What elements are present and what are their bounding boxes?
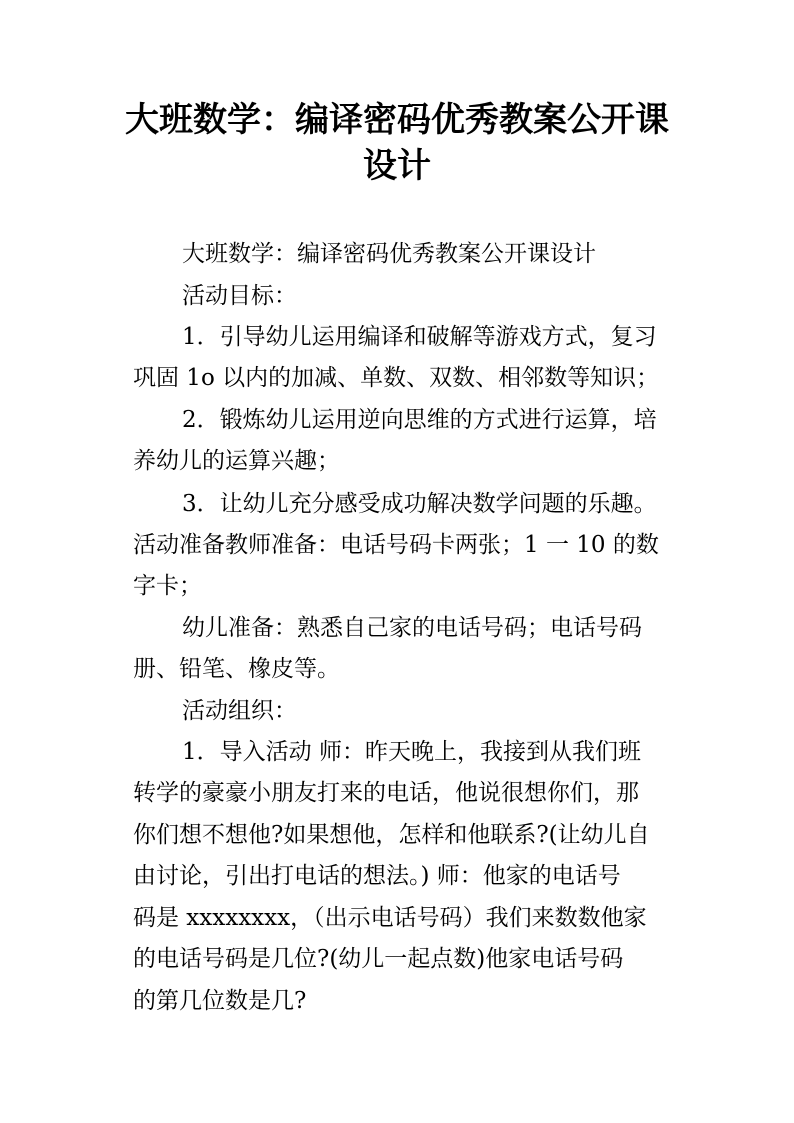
body-line-intro-b: 转学的豪豪小朋友打来的电话，他说很想你们，那: [133, 780, 639, 806]
document-title-line-2: 设计: [363, 146, 431, 186]
body-line-objective-1a: 1．引导幼儿运用编译和破解等游戏方式，复习: [182, 324, 657, 350]
body-line-teacher-prep-a: 活动准备教师准备：电话号码卡两张；1 一 10 的数: [133, 532, 659, 558]
body-line-intro-g: 的第几位数是几?: [133, 988, 307, 1014]
body-line-child-prep-b: 册、铅笔、橡皮等。: [133, 656, 340, 682]
body-line-intro-e: 码是 xxxxxxxx，（出示电话号码）我们来数数他家: [133, 905, 647, 931]
body-line-intro-c: 你们想不想他?如果想他，怎样和他联系?(让幼儿自: [133, 822, 650, 848]
body-line-child-prep-a: 幼儿准备：熟悉自己家的电话号码；电话号码: [182, 615, 642, 641]
body-line-objective-3: 3．让幼儿充分感受成功解决数学问题的乐趣。: [182, 491, 657, 517]
body-line-organization-heading: 活动组织：: [182, 698, 297, 724]
body-line-intro-f: 的电话号码是几位?(幼儿一起点数)他家电话号码: [133, 946, 624, 972]
body-line-objective-2a: 2．锻炼幼儿运用逆向思维的方式进行运算，培: [182, 407, 657, 433]
document-title-line-1: 大班数学：编译密码优秀教案公开课: [125, 100, 669, 140]
body-line-intro-a: 1．导入活动 师：昨天晚上，我接到从我们班: [182, 739, 641, 765]
body-line-objective-1b: 巩固 1o 以内的加减、单数、双数、相邻数等知识；: [133, 365, 660, 391]
body-line-teacher-prep-b: 字卡；: [133, 573, 202, 599]
body-line-objectives-heading: 活动目标：: [182, 283, 297, 309]
body-line-objective-2b: 养幼儿的运算兴趣；: [133, 448, 340, 474]
body-line-lesson-name: 大班数学：编译密码优秀教案公开课设计: [182, 241, 596, 267]
body-line-intro-d: 由讨论，引出打电话的想法。) 师：他家的电话号: [133, 863, 621, 889]
